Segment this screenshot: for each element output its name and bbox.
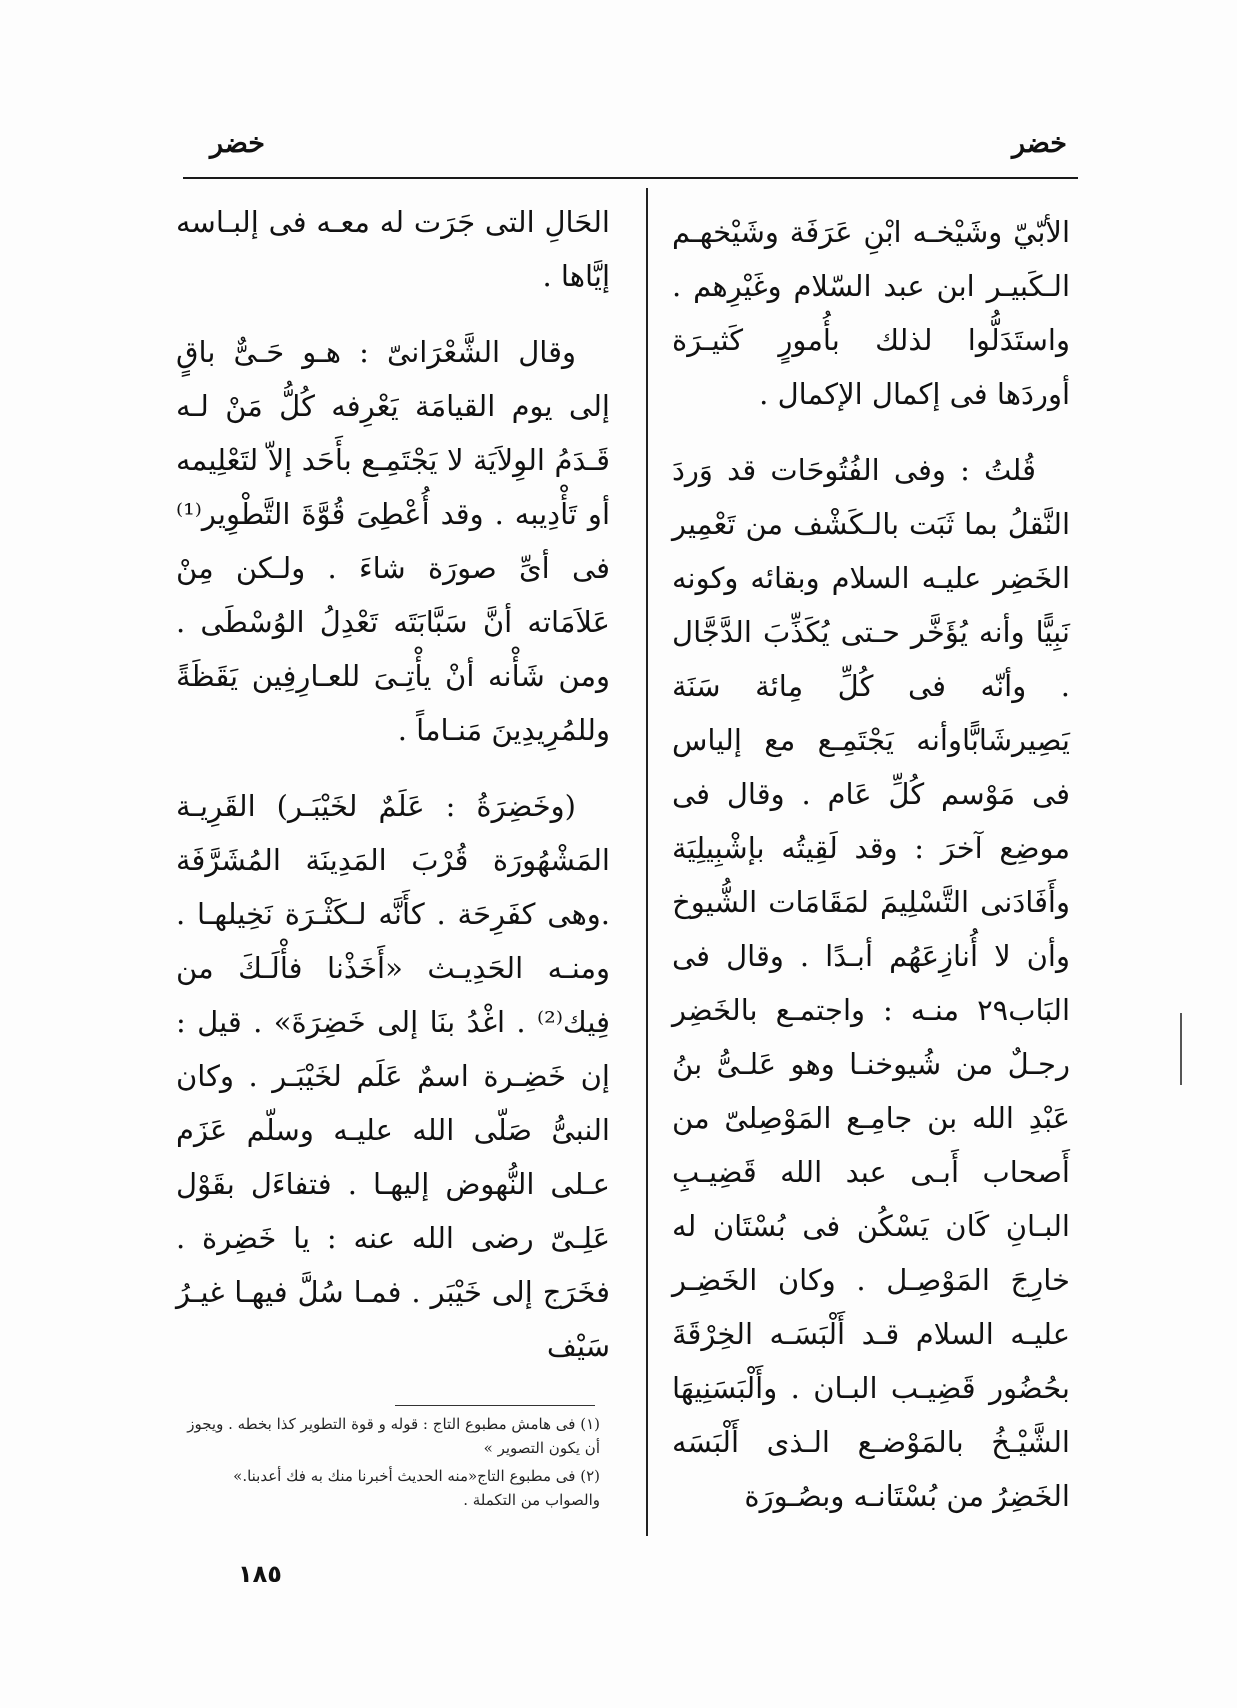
left-paragraph-1: الحَالِ التى جَرَت له معـه فى إلبـاسه إيَّاها . [176, 205, 610, 293]
margin-mark [1180, 1013, 1182, 1085]
page-number: ١٨٥ [238, 1560, 282, 1588]
header-rule [183, 177, 1078, 179]
left-paragraph-2: وقال الشَّعْرَانىّ : هـو حَـىٌّ باقٍ إلى يوم القيامَة يَعْرِفه كُلُّ مَنْ لـه قَـدَمُ الوِلاَيَة لا يَجْتَمِـع بأَحَد إلاّ لتَعْلِيمه أو تَأْدِيبه . وقد أُعْطِىَ قُوَّةَ التَّطْوِير⁽¹⁾ فى أىِّ صورَة شاءَ . ولـكن مِنْ عَلاَمَاته أنَّ سَبَّابَتَه تَعْدِلُ الوُسْطَى . ومن شَأْنه أنْ يأْتِـىَ للعـارِفِين يَقَظَةً وللمُرِيدِينَ مَنـاماً . [176, 335, 610, 747]
right-paragraph-2: قُلتُ : وفى الفُتُوحَات قد وَردَ النَّقلُ بما ثَبَت بالـكَشْف من تَعْمِير الخَضِر عليـه السلام وبقائه وكونه نَبِيًّا وأنه يُؤَخَّر حـتى يُكَذِّبَ الدَّجَّال . وأنّه فى كُلِّ مِائة سَنَة يَصِيرشَابًّاوأنه يَجْتَمِـع مع إلياس فى مَوْسم كُلِّ عَام . وقال فى موضِع آخرَ : وقد لَقِيتُه بإشْبِيلِيَة وأَفَادَنى التَّسْلِيمَ لمَقَامَات الشُّيوخ وأن لا أُنازِعَهُم أبـدًا . وقال فى البَاب٢٩ منـه : واجتمـع بالخَضِر رجـلٌ من شُيوخنـا وهو عَلـىُّ بنُ عَبْدِ الله بن جامِـع المَوْصِلىّ من أَصحاب أَبـى عبد الله قَضِيـبِ البـانِ كَان يَسْكُن فى بُسْتَان له خارِجَ المَوْصِـل . وكان الخَضِـر عليـه السلام قـد أَلْبَسَـه الخِرْقَةَ بحُضُور قَضِيـب البـان . وأَلْبَسَنِيهَا الشَّيْـخُ بالمَوْضـع الـذى أَلْبَسَه الخَضِرُ من بُسْتَانـه وبصُـورَة [672, 453, 1070, 1513]
left-paragraph-3: (وخَضِرَةُ : عَلَمٌ لخَيْبَـر) القَرِيـة المَشْهُورَة قُرْبَ المَدِينَة المُشَرَّفَة .وهى كفَرِحَة . كأَنَّه لـكَثْـرَة نَخِيلهـا . ومنـه الحَدِيـث «أَخَذْنا فأْلَـكَ من فِيك⁽²⁾ . اغْدُ بنَا إلى خَضِرَةَ» . قيل : إن خَضِـرة اسمٌ عَلَم لخَيْبَـر . وكان النبىُّ صَلّى الله عليـه وسلّم عَزَم عـلى النُّهوض إليهـا . فتفاءَل بقَوْل عَلِـىّ رضى الله عنه : يا خَضِرة . فخَرَج إلى خَيْبَر . فمـا سُلَّ فيهـا غيـرُ سَيْف [176, 789, 610, 1363]
right-paragraph-1: الأبّيّ وشَيْخـه ابْنِ عَرَفَة وشَيْخهـم الـكَبيـر ابن عبد السّلام وغَيْرِهم . واستَدَلُّوا لذلك بأُمورٍ كَثيـرَة أوردَها فى إكمال الإكمال . [672, 215, 1070, 411]
column-divider [646, 188, 648, 1536]
footnote-2: (٢) فى مطبوع التاج«منه الحديث أخبرنا منك به فك أعدبنا.» والصواب من التكملة . [233, 1467, 600, 1509]
running-head-left: خضر [210, 128, 266, 159]
footnotes [180, 1412, 600, 1516]
right-column [672, 205, 1070, 1545]
running-head-right: خضر [1012, 128, 1068, 159]
left-column [176, 195, 610, 1395]
footnote-1: (١) فى هامش مطبوع التاج : قوله و قوة التطوير كذا بخطه . ويجوز أن يكون التصوير » [187, 1415, 600, 1457]
footnote-rule [395, 1405, 595, 1406]
